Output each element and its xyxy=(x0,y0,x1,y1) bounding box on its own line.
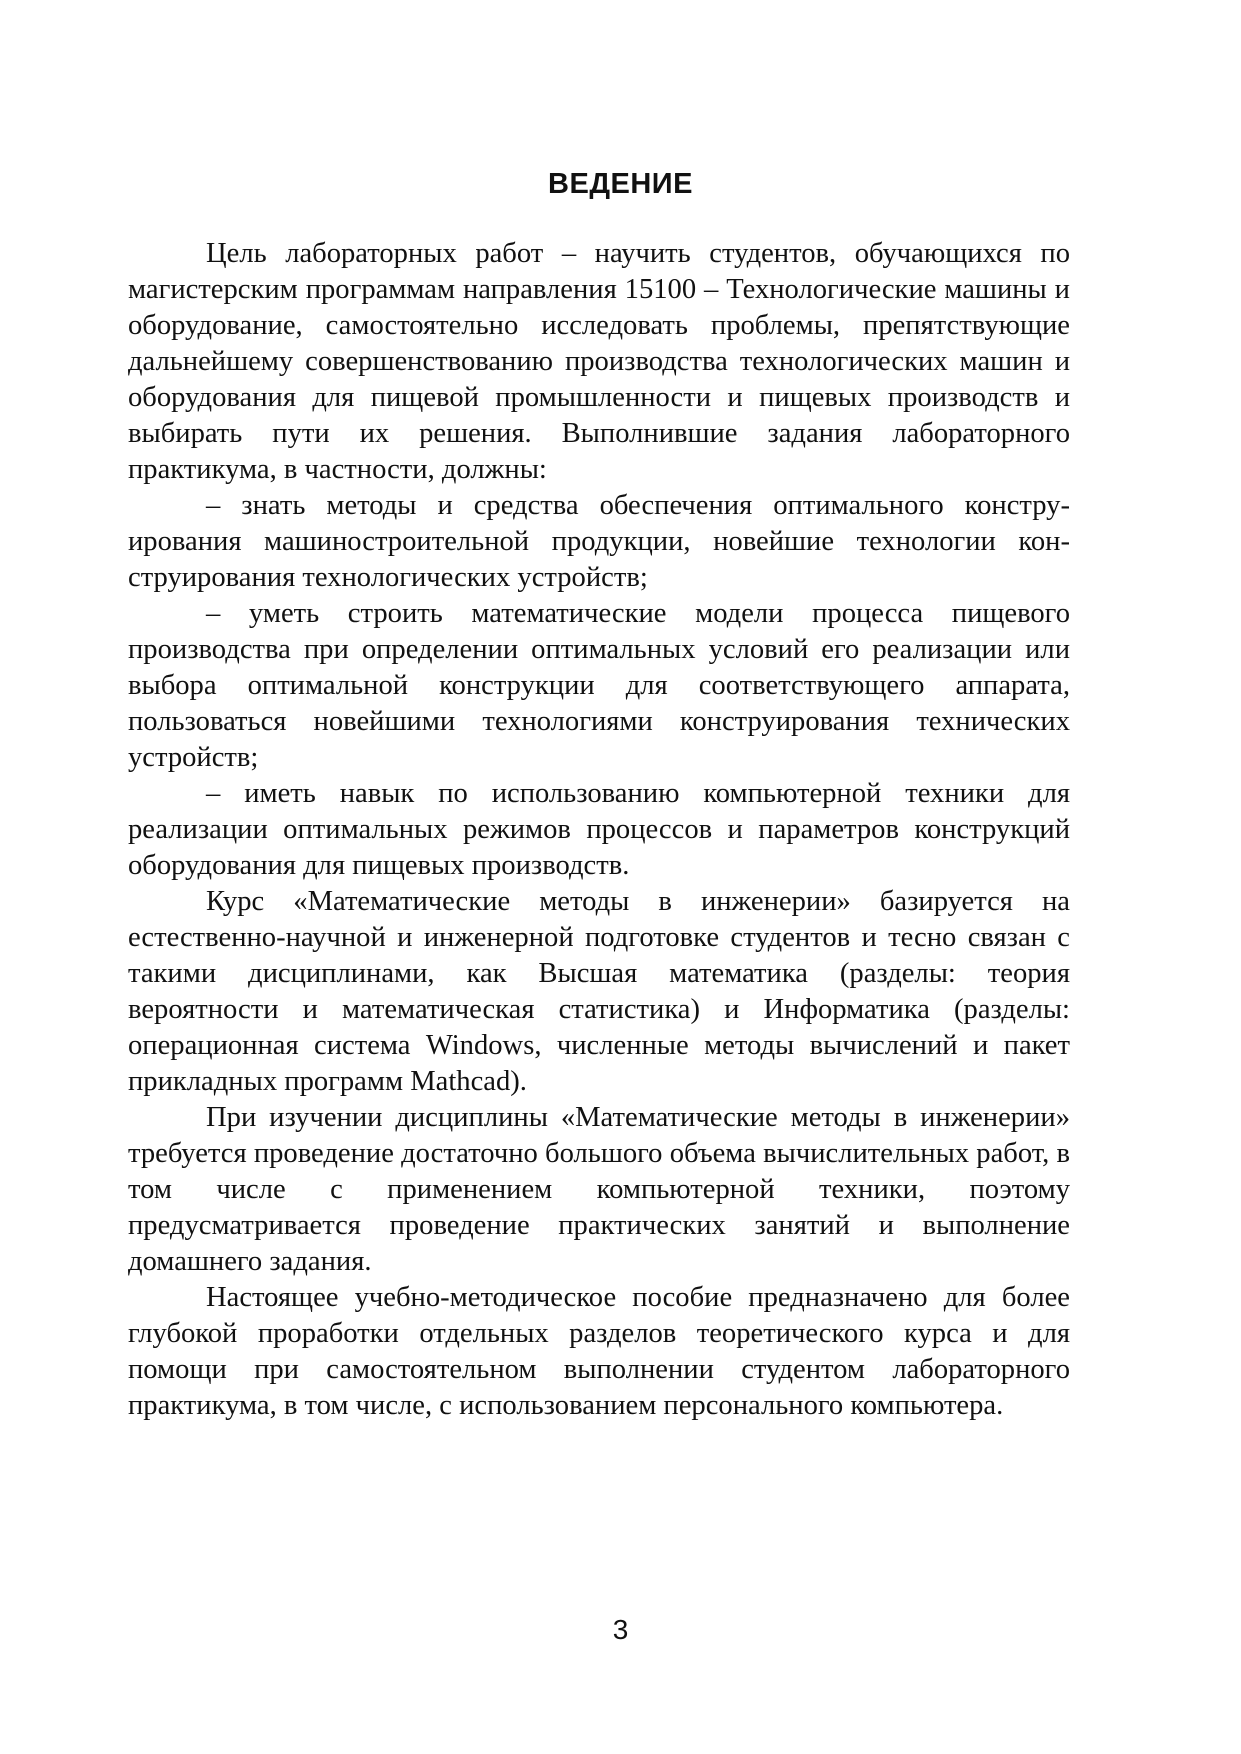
paragraph-know: – знать методы и средства обеспечения оптимального конструирования машиностроительной продукции, новейшие технологии конструирования технологических устройств; xyxy=(128,490,1070,593)
body-text xyxy=(128,236,1070,1424)
paragraph-course: Курс «Математические методы в инженерии» базируется на естественно-научной и инженерной подготовке студентов и тесно связан с такими дисциплинами, как Высшая математика (разделы: теория вероятности и математическая статистика) и Информатика (разделы: операционная система Windows, численные методы вычислений и пакет прикладных программ Mathcad). xyxy=(128,886,1070,1097)
paragraph-goal: Цель лабораторных работ – научить студентов, обучающихся по магистерским программам направления 15100 – Технологические машины и оборудование, самостоятельно исследовать проблемы, препятствующие дальнейшему совершенствованию производства технологических машин и оборудования для пищевой промышленности и пищевых производств и выбирать пути их решения. Выполнившие задания лабораторного практикума, в частности, должны: xyxy=(128,238,1070,485)
paragraph-skill: – иметь навык по использованию компьютерной техники для реализации оптимальных режимов процессов и параметров конструкций оборудования для пищевых производств. xyxy=(128,778,1070,881)
paragraph-manual: Настоящее учебно-методическое пособие предназначено для более глубокой проработки отдельных разделов теоретического курса и для помощи при самостоятельном выполнении студентом лабораторного практикума, в том числе, с использованием персонального компьютера. xyxy=(128,1282,1070,1421)
paragraph-able: – уметь строить математические модели процесса пищевого производства при определении оптимальных условий его реализации или выбора оптимальной конструкции для соответствующего аппарата, пользоваться новейшими технологиями конструирования технических устройств; xyxy=(128,598,1070,773)
page-number: 3 xyxy=(612,1614,629,1645)
page-title: ВЕДЕНИЕ xyxy=(548,168,693,200)
paragraph-study: При изучении дисциплины «Математические методы в инженерии» требуется проведение достаточно большого объема вычислительных работ, в том числе с применением компьютерной техники, поэтому предусматривается проведение практических занятий и выполнение домашнего задания. xyxy=(128,1102,1070,1277)
